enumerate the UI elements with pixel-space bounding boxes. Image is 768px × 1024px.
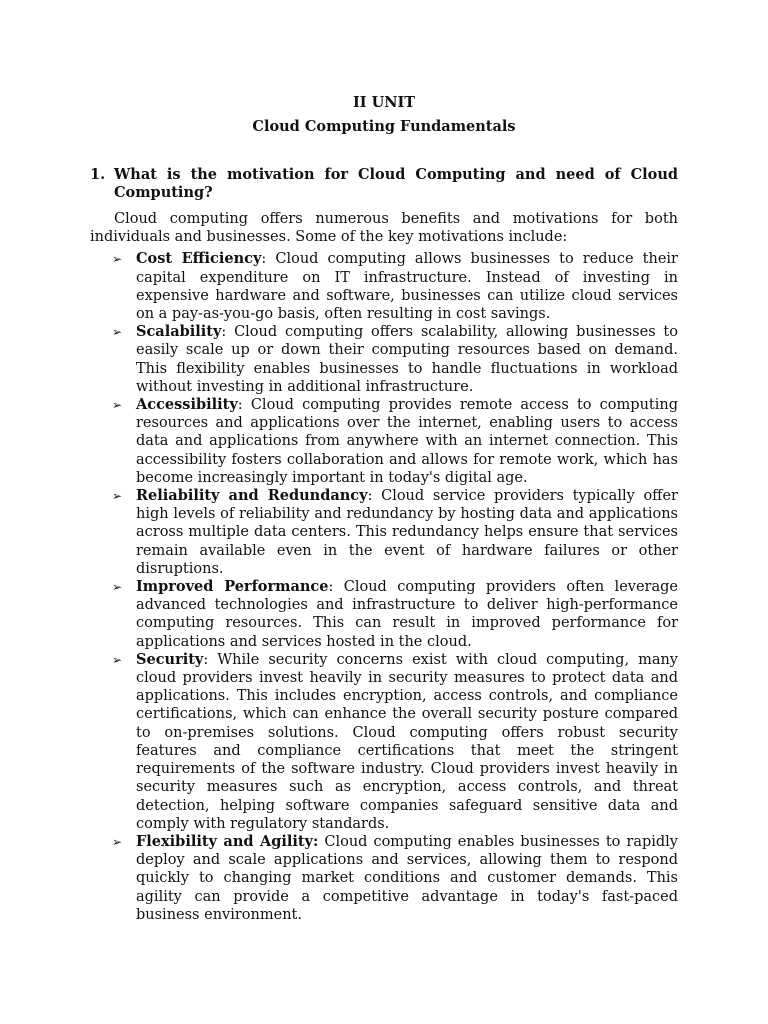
list-item-reliability — [90, 487, 678, 578]
question-text: What is the motivation for Cloud Computing and need of Cloud Computing? — [114, 166, 678, 201]
list-item-term: Flexibility and Agility: — [136, 832, 319, 850]
arrow-bullet-icon: ➢ — [112, 580, 123, 595]
motivation-list — [90, 250, 678, 924]
list-item-body: : While security concerns exist with cloud computing, many cloud providers invest heavily in security measures to protect data and applications. This includes encryption, access controls, and compliance certifications, which can enhance the overall security posture compared to on-premises solutions. Cloud computing offers robust security features and compliance certifications that meet the stringent requirements of the software industry. Cloud providers invest heavily in security measures such as encryption, access controls, and threat detection, helping software companies safeguard sensitive data and comply with regulatory standards. — [136, 651, 678, 832]
intro-paragraph: Cloud computing offers numerous benefits and motivations for both individuals and businesses. Some of the key motivations include: — [90, 211, 678, 246]
list-item-body: : Cloud computing providers often leverage advanced technologies and infrastructure to deliver high-performance computing resources. This can result in improved performance for applications and services hosted in the cloud. — [136, 579, 678, 650]
list-item-term: Security — [136, 650, 204, 668]
list-item-accessibility — [90, 396, 678, 487]
list-item-body: : Cloud computing offers scalability, allowing businesses to easily scale up or down their computing resources based on demand. This flexibility enables businesses to handle fluctuations in workload without investing in additional infrastructure. — [136, 324, 678, 395]
document-page — [90, 92, 678, 924]
list-item-security — [90, 651, 678, 833]
arrow-bullet-icon: ➢ — [112, 398, 123, 413]
page-title: Cloud Computing Fundamentals — [252, 118, 516, 135]
list-item-scalability — [90, 323, 678, 396]
arrow-bullet-icon: ➢ — [112, 325, 123, 340]
list-item-term: Improved Performance — [136, 578, 329, 596]
list-item-body: : Cloud computing allows businesses to reduce their capital expenditure on IT infrastructure. Instead of investing in expensive hardware and software, businesses can utilize cloud services on a pay-as-you-go basis, often resulting in cost savings. — [136, 251, 678, 323]
question-number: 1. — [90, 166, 106, 183]
list-item-body: : Cloud service providers typically offer high levels of reliability and redundancy by hosting data and applications across multiple data centers. This redundancy helps ensure that services remain available even in the event of hardware failures or other disruptions. — [136, 488, 678, 577]
question-heading — [90, 166, 678, 202]
arrow-bullet-icon: ➢ — [112, 252, 123, 267]
arrow-bullet-icon: ➢ — [112, 652, 123, 667]
list-item-term: Cost Efficiency — [136, 250, 262, 268]
list-item-performance — [90, 578, 678, 651]
unit-heading: II UNIT — [352, 94, 416, 111]
list-item-term: Scalability — [136, 323, 222, 341]
list-item-flexibility — [90, 833, 678, 924]
list-item-body: : Cloud computing provides remote access to computing resources and applications over the internet, enabling users to access data and applications from anywhere with an internet connection. This accessibility fosters collaboration and allows for remote work, which has become increasingly important in today's digital age. — [136, 397, 678, 486]
list-item-term: Reliability and Redundancy — [136, 487, 368, 505]
list-item-term: Accessibility — [136, 396, 238, 414]
list-item-cost-efficiency — [90, 250, 678, 323]
list-item-body: Cloud computing enables businesses to rapidly deploy and scale applications and services, allowing them to respond quickly to changing market conditions and customer demands. This agility can provide a competitive advantage in today's fast-paced business environment. — [136, 833, 678, 923]
arrow-bullet-icon: ➢ — [112, 489, 123, 504]
arrow-bullet-icon: ➢ — [112, 834, 123, 849]
